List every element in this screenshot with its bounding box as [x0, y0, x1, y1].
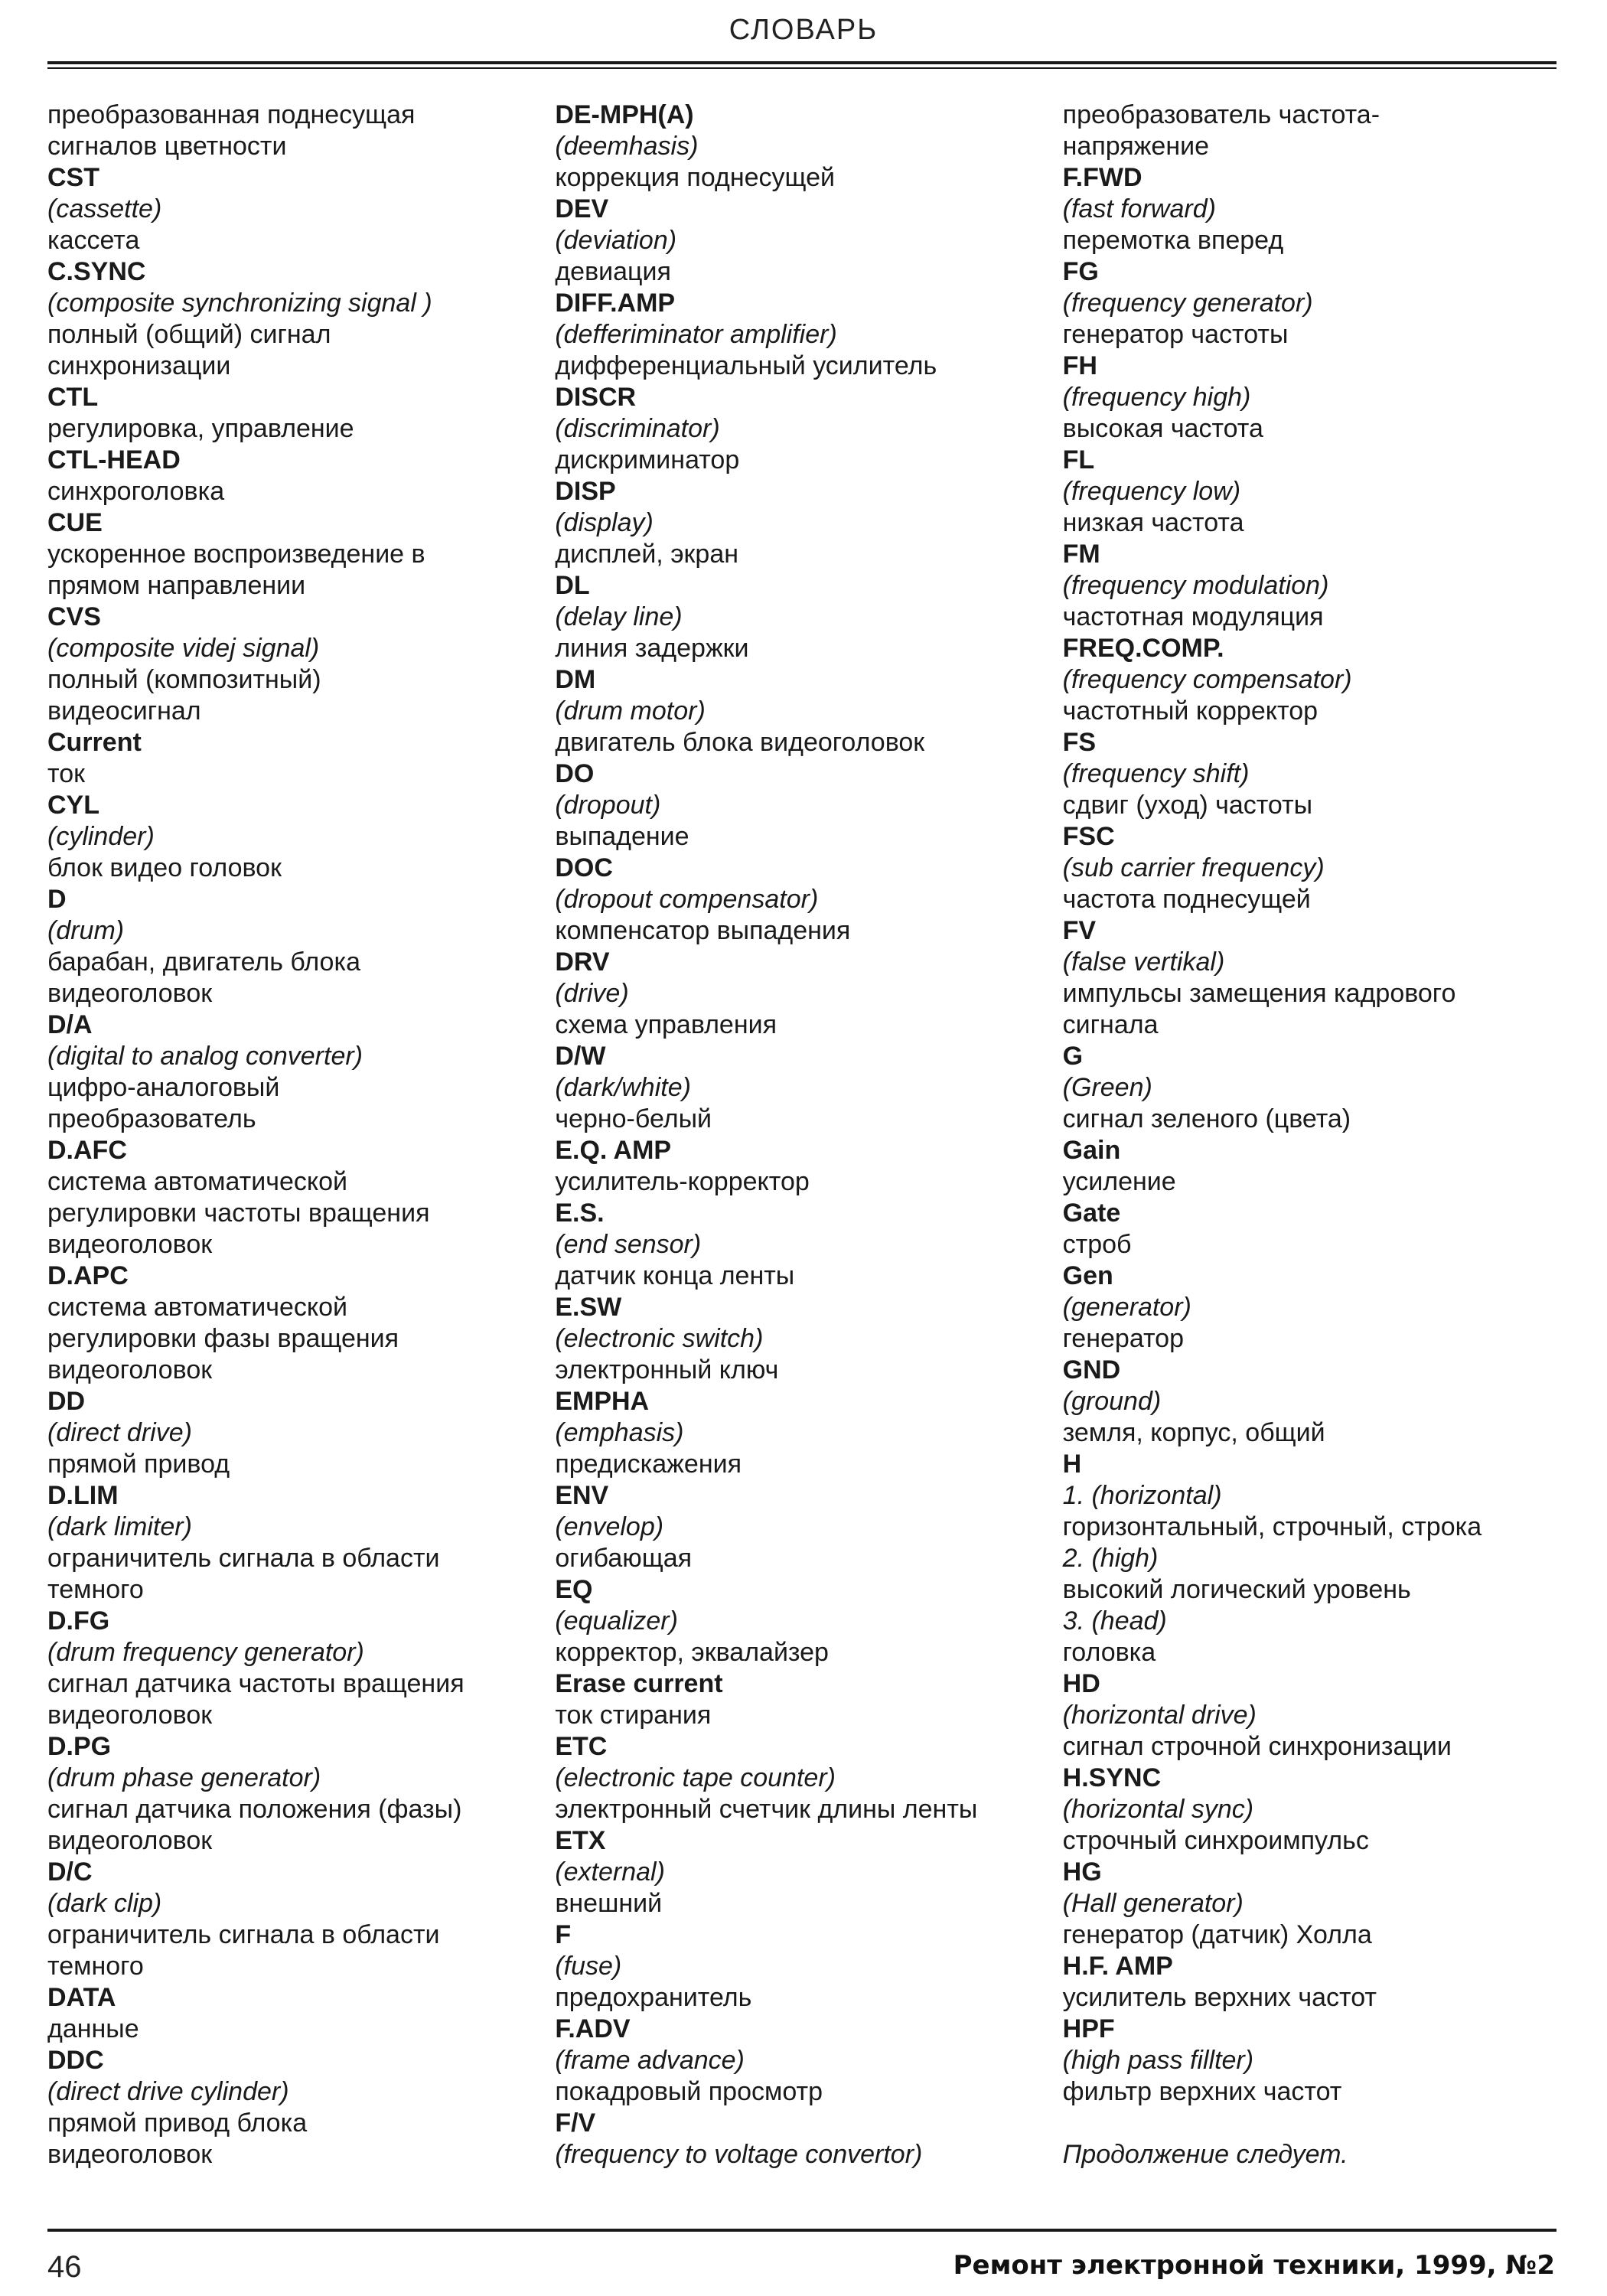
glossary-definition: блок видео головок	[47, 853, 282, 882]
glossary-definition: электронный ключ	[555, 1355, 779, 1384]
glossary-definition: предохранитель	[555, 1983, 752, 2012]
glossary-term: D/A	[47, 1010, 93, 1039]
glossary-term: DO	[555, 759, 595, 788]
glossary-definition: строб	[1062, 1230, 1132, 1259]
glossary-definition: корректор, эквалайзер	[555, 1638, 829, 1667]
glossary-definition: дискриминатор	[555, 445, 740, 475]
glossary-term: DISP	[555, 477, 616, 506]
glossary-definition: строчный синхроимпульс	[1062, 1826, 1369, 1855]
glossary-term: E.S.	[555, 1199, 605, 1228]
glossary-term: H	[1062, 1450, 1082, 1479]
header-title: СЛОВАРЬ	[729, 14, 878, 46]
glossary-definition: регулировка, управление	[47, 414, 354, 443]
glossary-term: HD	[1062, 1669, 1100, 1698]
glossary-english: 2. (high)	[1062, 1544, 1159, 1573]
glossary-term: DD	[47, 1387, 86, 1416]
glossary-english: (frequency modulation)	[1062, 571, 1329, 600]
glossary-definition: ускоренное воспроизведение в	[47, 540, 425, 569]
glossary-definition: горизонтальный, строчный, строка	[1062, 1512, 1482, 1541]
glossary-english: (envelop)	[555, 1512, 664, 1541]
glossary-english: (horizontal drive)	[1062, 1701, 1257, 1730]
glossary-english: (frequency shift)	[1062, 759, 1250, 788]
glossary-english: (direct drive)	[47, 1418, 192, 1447]
glossary-term: CTL	[47, 383, 99, 412]
glossary-term: DISCR	[555, 383, 637, 412]
glossary-definition: видеоголовок	[47, 979, 213, 1008]
glossary-definition: сдвиг (уход) частоты	[1062, 791, 1313, 820]
glossary-definition: огибающая	[555, 1544, 693, 1573]
glossary-definition: синхроголовка	[47, 477, 225, 506]
glossary-english: (drum phase generator)	[47, 1763, 321, 1792]
glossary-definition: ток	[47, 759, 85, 788]
glossary-english: (Green)	[1062, 1073, 1152, 1102]
glossary-term: Gate	[1062, 1199, 1121, 1228]
glossary-term: DRV	[555, 947, 610, 977]
glossary-english: (defferiminator amplifier)	[555, 320, 837, 349]
glossary-term: ETX	[555, 1826, 606, 1855]
glossary-term: D/C	[47, 1857, 93, 1887]
glossary-column-1	[47, 99, 555, 2169]
glossary-definition: видеоголовок	[47, 1701, 213, 1730]
glossary-term: D.FG	[47, 1606, 110, 1636]
glossary-term: F	[555, 1920, 572, 1949]
glossary-definition: высокий логический уровень	[1062, 1575, 1411, 1604]
glossary-definition: синхронизации	[47, 351, 231, 380]
glossary-term: DOC	[555, 853, 613, 882]
glossary-definition: усилитель-корректор	[555, 1167, 810, 1196]
glossary-english: (dropout)	[555, 791, 661, 820]
glossary-term: C.SYNC	[47, 257, 146, 286]
glossary-definition: фильтр верхних частот	[1062, 2077, 1342, 2106]
continued-note: Продолжение следует.	[1062, 2140, 1348, 2169]
glossary-term: EQ	[555, 1575, 593, 1604]
glossary-english: (end sensor)	[555, 1230, 702, 1259]
glossary-definition: предискажения	[555, 1450, 742, 1479]
glossary-definition: ограничитель сигнала в области	[47, 1920, 440, 1949]
glossary-term: FM	[1062, 540, 1100, 569]
glossary-definition: сигнал строчной синхронизации	[1062, 1732, 1452, 1761]
glossary-definition: данные	[47, 2014, 139, 2043]
glossary-english: 1. (horizontal)	[1062, 1481, 1222, 1510]
glossary-term: Erase current	[555, 1669, 723, 1698]
glossary-columns	[47, 99, 1570, 2169]
glossary-definition: схема управления	[555, 1010, 777, 1039]
glossary-definition: ток стирания	[555, 1701, 712, 1730]
glossary-term: D.APC	[47, 1261, 129, 1290]
glossary-definition: компенсатор выпадения	[555, 916, 851, 945]
glossary-term: D.AFC	[47, 1136, 127, 1165]
glossary-definition: ограничитель сигнала в области	[47, 1544, 440, 1573]
glossary-definition: преобразователь частота-	[1062, 100, 1380, 129]
glossary-term: H.SYNC	[1062, 1763, 1162, 1792]
glossary-english: (sub carrier frequency)	[1062, 853, 1325, 882]
glossary-term: Gain	[1062, 1136, 1121, 1165]
glossary-term: G	[1062, 1042, 1084, 1071]
glossary-definition: цифро-аналоговый	[47, 1073, 280, 1102]
glossary-definition: темного	[47, 1575, 144, 1604]
glossary-definition: сигнал датчика положения (фазы)	[47, 1795, 462, 1824]
glossary-definition: коррекция поднесущей	[555, 163, 836, 192]
glossary-definition: преобразователь	[47, 1104, 256, 1133]
glossary-term: DE-MPH(A)	[555, 100, 694, 129]
glossary-english: (fast forward)	[1062, 194, 1216, 223]
glossary-definition: электронный счетчик длины ленты	[555, 1795, 978, 1824]
glossary-english: (dark clip)	[47, 1889, 162, 1918]
glossary-english: (ground)	[1062, 1387, 1162, 1416]
glossary-english: (drum motor)	[555, 696, 706, 726]
glossary-english: (high pass fillter)	[1062, 2046, 1254, 2075]
glossary-term: ENV	[555, 1481, 609, 1510]
glossary-definition: девиация	[555, 257, 671, 286]
glossary-english: (equalizer)	[555, 1606, 678, 1636]
glossary-term: CVS	[47, 602, 101, 631]
glossary-english: (composite synchronizing signal )	[47, 289, 432, 318]
glossary-term: CTL-HEAD	[47, 445, 181, 475]
glossary-term: EMPHA	[555, 1387, 650, 1416]
glossary-term: HG	[1062, 1857, 1102, 1887]
glossary-definition: покадровый просмотр	[555, 2077, 823, 2106]
glossary-definition: видеоголовок	[47, 1230, 213, 1259]
glossary-english: (false vertikal)	[1062, 947, 1225, 977]
glossary-term: E.SW	[555, 1293, 622, 1322]
glossary-definition: полный (композитный)	[47, 665, 321, 694]
glossary-english: (frame advance)	[555, 2046, 745, 2075]
glossary-definition: частотная модуляция	[1062, 602, 1324, 631]
glossary-term: DEV	[555, 194, 609, 223]
glossary-term: DDC	[47, 2046, 104, 2075]
glossary-english: (dropout compensator)	[555, 885, 819, 914]
glossary-definition: перемотка вперед	[1062, 226, 1284, 255]
glossary-definition: сигнал датчика частоты вращения	[47, 1669, 464, 1698]
glossary-english: (external)	[555, 1857, 665, 1887]
glossary-english: (digital to analog converter)	[47, 1042, 363, 1071]
page-number: 46	[47, 2250, 82, 2284]
glossary-definition: головка	[1062, 1638, 1156, 1667]
glossary-column-2	[555, 99, 1062, 2169]
glossary-term: E.Q. AMP	[555, 1136, 672, 1165]
glossary-definition: дифференциальный усилитель	[555, 351, 937, 380]
glossary-term: DL	[555, 571, 590, 600]
glossary-english: (frequency low)	[1062, 477, 1241, 506]
glossary-english: (generator)	[1062, 1293, 1191, 1322]
glossary-english: (delay line)	[555, 602, 683, 631]
glossary-definition: регулировки фазы вращения	[47, 1324, 399, 1353]
glossary-definition: генератор (датчик) Холла	[1062, 1920, 1372, 1949]
glossary-term: FSC	[1062, 822, 1115, 851]
glossary-definition: частотный корректор	[1062, 696, 1319, 726]
glossary-term: FL	[1062, 445, 1095, 475]
glossary-definition: дисплей, экран	[555, 540, 739, 569]
glossary-definition: прямой привод	[47, 1450, 230, 1479]
glossary-term: DIFF.AMP	[555, 289, 676, 318]
glossary-english: (emphasis)	[555, 1418, 684, 1447]
glossary-term: D	[47, 885, 67, 914]
glossary-term: FS	[1062, 728, 1097, 757]
glossary-definition: полный (общий) сигнал	[47, 320, 331, 349]
glossary-definition: двигатель блока видеоголовок	[555, 728, 925, 757]
glossary-definition: видеоголовок	[47, 1826, 213, 1855]
glossary-definition: прямой привод блока	[47, 2108, 308, 2138]
glossary-term: HPF	[1062, 2014, 1115, 2043]
glossary-term: GND	[1062, 1355, 1121, 1384]
glossary-definition: сигнал зеленого (цвета)	[1062, 1104, 1351, 1133]
journal-citation: Ремонт электронной техники, 1999, №2	[953, 2250, 1555, 2281]
glossary-definition: усилитель верхних частот	[1062, 1983, 1377, 2012]
glossary-definition: прямом направлении	[47, 571, 306, 600]
glossary-definition: частота поднесущей	[1062, 885, 1311, 914]
glossary-definition: высокая частота	[1062, 414, 1263, 443]
glossary-term: DM	[555, 665, 596, 694]
glossary-definition: земля, корпус, общий	[1062, 1418, 1325, 1447]
glossary-definition: напряжение	[1062, 132, 1210, 161]
glossary-term: FH	[1062, 351, 1097, 380]
glossary-term: D.PG	[47, 1732, 112, 1761]
glossary-english: (deviation)	[555, 226, 677, 255]
glossary-definition: преобразованная поднесущая	[47, 100, 416, 129]
glossary-definition: система автоматической	[47, 1167, 348, 1196]
glossary-definition: внешний	[555, 1889, 663, 1918]
glossary-column-3	[1062, 99, 1570, 2169]
footer-rule	[47, 2229, 1556, 2232]
glossary-definition: усиление	[1062, 1167, 1176, 1196]
glossary-term: F/V	[555, 2108, 596, 2138]
glossary-definition: датчик конца ленты	[555, 1261, 795, 1290]
glossary-english: (dark limiter)	[47, 1512, 192, 1541]
glossary-term: CYL	[47, 791, 99, 820]
glossary-english: (cylinder)	[47, 822, 155, 851]
glossary-definition: видеоголовок	[47, 1355, 213, 1384]
glossary-english: (frequency to voltage convertor)	[555, 2140, 923, 2169]
glossary-english: (frequency high)	[1062, 383, 1251, 412]
glossary-term: Current	[47, 728, 142, 757]
glossary-english: (discriminator)	[555, 414, 720, 443]
header-rule-bottom	[47, 67, 1556, 69]
glossary-term: FG	[1062, 257, 1099, 286]
glossary-english: (frequency generator)	[1062, 289, 1313, 318]
glossary-term: DATA	[47, 1983, 116, 2012]
glossary-term: Gen	[1062, 1261, 1113, 1290]
glossary-english: (electronic tape counter)	[555, 1763, 836, 1792]
glossary-english: (Hall generator)	[1062, 1889, 1244, 1918]
glossary-definition: сигналов цветности	[47, 132, 287, 161]
glossary-english: (cassette)	[47, 194, 162, 223]
glossary-english: (direct drive cylinder)	[47, 2077, 289, 2106]
glossary-definition: кассета	[47, 226, 140, 255]
glossary-definition: выпадение	[555, 822, 689, 851]
glossary-english: (display)	[555, 508, 654, 537]
glossary-term: D/W	[555, 1042, 606, 1071]
glossary-english: (drum frequency generator)	[47, 1638, 364, 1667]
glossary-term: FREQ.COMP.	[1062, 634, 1224, 663]
glossary-definition: темного	[47, 1952, 144, 1981]
glossary-definition: видеоголовок	[47, 2140, 213, 2169]
glossary-english: (horizontal sync)	[1062, 1795, 1254, 1824]
glossary-term: CST	[47, 163, 99, 192]
glossary-definition: сигнала	[1062, 1010, 1159, 1039]
header-rule-top	[47, 61, 1556, 64]
glossary-term: D.LIM	[47, 1481, 119, 1510]
glossary-term: H.F. AMP	[1062, 1952, 1173, 1981]
glossary-english: (frequency compensator)	[1062, 665, 1352, 694]
glossary-definition: низкая частота	[1062, 508, 1244, 537]
glossary-definition: черно-белый	[555, 1104, 712, 1133]
glossary-definition: видеосигнал	[47, 696, 201, 726]
glossary-english: (deemhasis)	[555, 132, 699, 161]
glossary-term: FV	[1062, 916, 1097, 945]
glossary-term: F.FWD	[1062, 163, 1143, 192]
glossary-definition: регулировки частоты вращения	[47, 1199, 430, 1228]
glossary-english: (fuse)	[555, 1952, 622, 1981]
glossary-english: (dark/white)	[555, 1073, 691, 1102]
glossary-definition: линия задержки	[555, 634, 749, 663]
glossary-english: 3. (head)	[1062, 1606, 1167, 1636]
glossary-term: F.ADV	[555, 2014, 631, 2043]
glossary-definition: барабан, двигатель блока	[47, 947, 360, 977]
glossary-definition: импульсы замещения кадрового	[1062, 979, 1456, 1008]
glossary-definition: генератор	[1062, 1324, 1184, 1353]
glossary-english: (composite videj signal)	[47, 634, 320, 663]
glossary-definition: генератор частоты	[1062, 320, 1289, 349]
glossary-term: CUE	[47, 508, 103, 537]
glossary-term: ETC	[555, 1732, 608, 1761]
glossary-definition: система автоматической	[47, 1293, 348, 1322]
glossary-english: (drive)	[555, 979, 629, 1008]
glossary-english: (electronic switch)	[555, 1324, 764, 1353]
glossary-english: (drum)	[47, 916, 125, 945]
